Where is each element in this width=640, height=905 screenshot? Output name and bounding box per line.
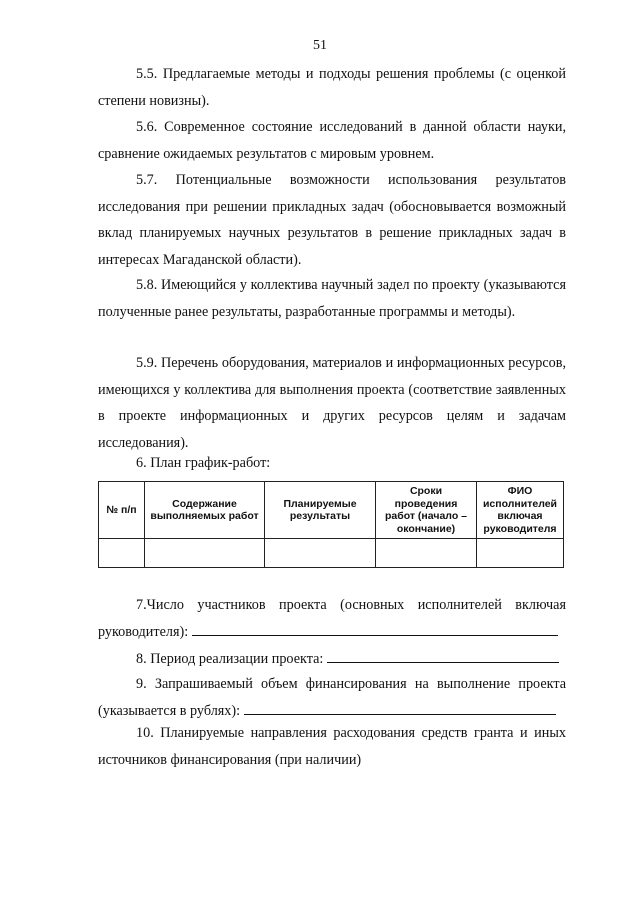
header-executors: ФИО исполнителей включая руководителя xyxy=(477,482,564,539)
participants-count-field[interactable] xyxy=(192,621,558,636)
item-5-9: 5.9. Перечень оборудования, материалов и информационных ресурсов, имеющихся у коллектива для выполнения проекта (соответствие заявленных в проекте информационных и других ресурсов целям и задачам исследования). xyxy=(98,355,566,451)
item-5-7: 5.7. Потенциальные возможности использования результатов исследования при решении прикладных задач (обосновывается возможный вклад планируемых научных результатов в решение прикладных задач в интересах Магаданской области). xyxy=(98,172,566,268)
item-9-label: 9. Запрашиваемый объем финансирования на выполнение проекта (указывается в рублях): xyxy=(98,676,566,719)
header-planned-results: Планируемые результаты xyxy=(265,482,376,539)
table-cell[interactable] xyxy=(99,539,145,568)
table-cell[interactable] xyxy=(376,539,477,568)
page-number: 51 xyxy=(313,38,327,53)
item-8 xyxy=(98,646,566,673)
item-8-label: 8. Период реализации проекта: xyxy=(136,651,324,667)
funding-amount-field[interactable] xyxy=(244,700,556,715)
item-10: 10. Планируемые направления расходования средств гранта и иных источников финансирования (при наличии) xyxy=(98,725,566,768)
item-7 xyxy=(98,592,566,645)
header-deadlines: Сроки проведения работ (начало – окончание) xyxy=(376,482,477,539)
table-cell[interactable] xyxy=(477,539,564,568)
item-5-6: 5.6. Современное состояние исследований в данной области науки, сравнение ожидаемых результатов с мировым уровнем. xyxy=(98,119,566,162)
header-work-content: Содержание выполняемых работ xyxy=(145,482,265,539)
header-number: № п/п xyxy=(99,482,145,539)
table-cell[interactable] xyxy=(265,539,376,568)
item-5-5: 5.5. Предлагаемые методы и подходы решения проблемы (с оценкой степени новизны). xyxy=(98,66,566,109)
work-plan-table xyxy=(98,481,564,568)
table-cell[interactable] xyxy=(145,539,265,568)
work-plan-heading: 6. План график-работ: xyxy=(136,455,271,471)
table-row xyxy=(99,539,564,568)
item-9 xyxy=(98,671,566,724)
item-5-8: 5.8. Имеющийся у коллектива научный задел по проекту (указываются полученные ранее результаты, разработанные программы и методы). xyxy=(98,277,566,320)
item-7-label: 7.Число участников проекта (основных исполнителей включая руководителя): xyxy=(98,597,566,640)
table-header-row xyxy=(99,482,564,539)
implementation-period-field[interactable] xyxy=(327,648,559,663)
